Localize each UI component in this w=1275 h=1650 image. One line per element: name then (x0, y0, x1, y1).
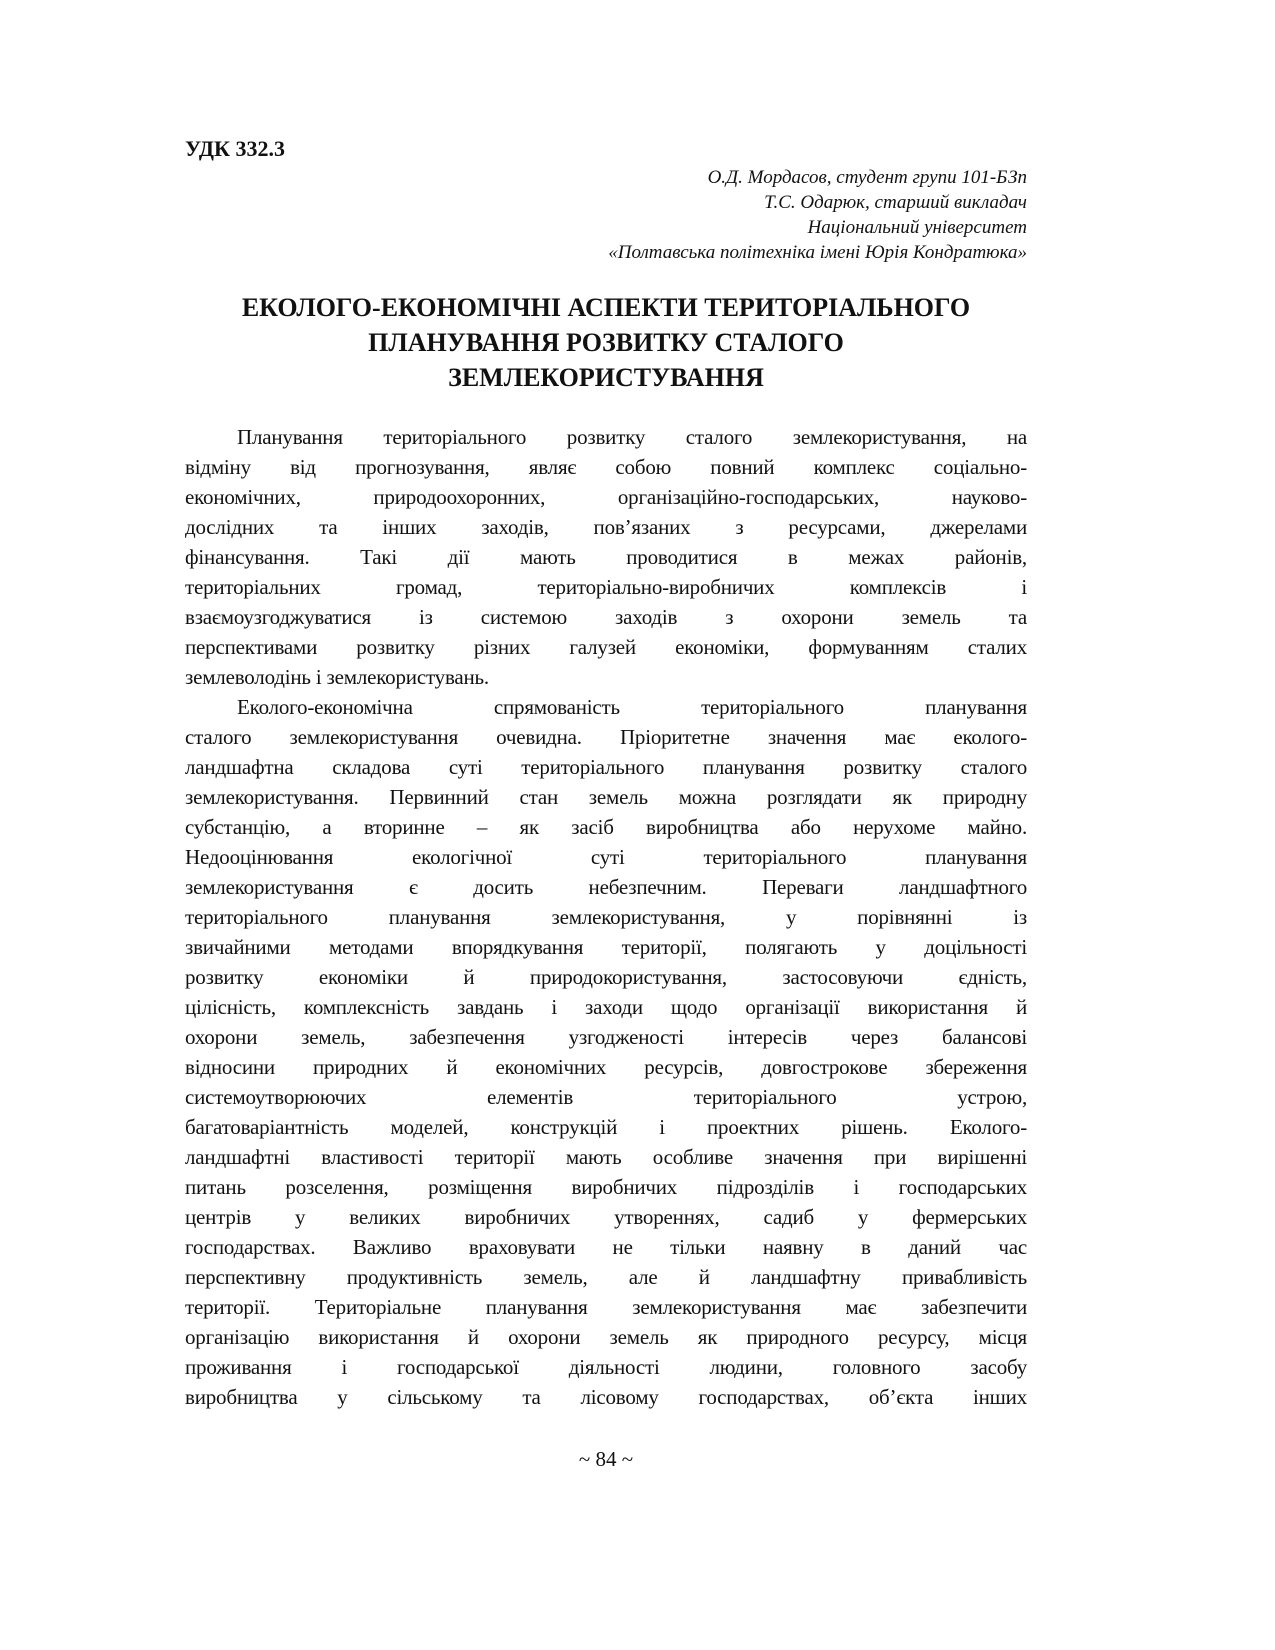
text-line: Планування територіального розвитку сталого землекористування, на (237, 425, 1027, 449)
title-line: ЗЕМЛЕКОРИСТУВАННЯ (448, 363, 764, 392)
text-line: територіальних громад, територіально-виробничих комплексів і (185, 575, 1027, 599)
text-line: відносини природних й економічних ресурсів, довгострокове збереження (185, 1055, 1027, 1079)
text-line: перспективну продуктивність земель, але й ландшафтну привабливість (185, 1265, 1027, 1289)
text-line: питань розселення, розміщення виробничих підрозділів і господарських (185, 1175, 1027, 1199)
text-line: землекористування. Первинний стан земель можна розглядати як природну (185, 785, 1027, 809)
author-block (608, 165, 1027, 265)
paragraph (185, 692, 1027, 1412)
text-line: виробництва у сільському та лісовому господарствах, об’єкта інших (185, 1385, 1027, 1409)
udk-code: УДК 332.3 (185, 136, 286, 161)
text-line: дослідних та інших заходів, пов’язаних з ресурсами, джерелами (185, 515, 1027, 539)
text-line: землеволодінь і землекористувань. (185, 665, 489, 689)
article-body (185, 422, 1027, 1412)
text-line: Недооцінювання екологічної суті територіального планування (185, 845, 1027, 869)
affiliation-line: «Полтавська політехніка імені Юрія Кондратюка» (608, 242, 1027, 263)
paragraph (185, 422, 1027, 692)
text-line: перспективами розвитку різних галузей економіки, формуванням сталих (185, 635, 1027, 659)
text-line: охорони земель, забезпечення узгодженості інтересів через балансові (185, 1025, 1027, 1049)
text-line: господарствах. Важливо враховувати не тільки наявну в даний час (185, 1235, 1027, 1259)
text-line: системоутворюючих елементів територіального устрою, (185, 1085, 1027, 1109)
author-line: О.Д. Мордасов, студент групи 101-БЗп (707, 167, 1027, 188)
text-line: території. Територіальне планування землекористування має забезпечити (185, 1295, 1027, 1319)
title-line: ЕКОЛОГО-ЕКОНОМІЧНІ АСПЕКТИ ТЕРИТОРІАЛЬНОГО (241, 293, 971, 322)
text-line: звичайними методами впорядкування території, полягають у доцільності (185, 935, 1027, 959)
text-line: центрів у великих виробничих утвореннях, садиб у фермерських (185, 1205, 1027, 1229)
page-number: ~ 84 ~ (578, 1447, 634, 1471)
text-line: землекористування є досить небезпечним. Переваги ландшафтного (185, 875, 1027, 899)
text-line: економічних, природоохоронних, організаційно-господарських, науково- (185, 485, 1027, 509)
title-line: ПЛАНУВАННЯ РОЗВИТКУ СТАЛОГО (368, 328, 844, 357)
text-line: проживання і господарської діяльності людини, головного засобу (185, 1355, 1027, 1379)
text-line: ландшафтна складова суті територіального планування розвитку сталого (185, 755, 1027, 779)
author-line: Т.С. Одарюк, старший викладач (764, 192, 1027, 213)
affiliation-line: Національний університет (807, 217, 1027, 238)
text-line: ландшафтні властивості території мають особливе значення при вирішенні (185, 1145, 1027, 1169)
text-line: цілісність, комплексність завдань і заходи щодо організації використання й (185, 995, 1027, 1019)
text-line: багатоваріантність моделей, конструкцій і проектних рішень. Еколого- (185, 1115, 1027, 1139)
text-line: розвитку економіки й природокористування, застосовуючи єдність, (185, 965, 1027, 989)
text-line: взаємоузгоджуватися із системою заходів з охорони земель та (185, 605, 1027, 629)
text-line: відміну від прогнозування, являє собою повний комплекс соціально- (185, 455, 1027, 479)
text-line: субстанцію, а вторинне – як засіб виробництва або нерухоме майно. (185, 815, 1027, 839)
text-line: організацію використання й охорони земель як природного ресурсу, місця (185, 1325, 1027, 1349)
article-title (185, 290, 1027, 395)
text-line: Еколого-економічна спрямованість територіального планування (237, 695, 1027, 719)
text-line: фінансування. Такі дії мають проводитися в межах районів, (185, 545, 1027, 569)
text-line: сталого землекористування очевидна. Пріоритетне значення має еколого- (185, 725, 1027, 749)
text-line: територіального планування землекористування, у порівнянні із (185, 905, 1027, 929)
